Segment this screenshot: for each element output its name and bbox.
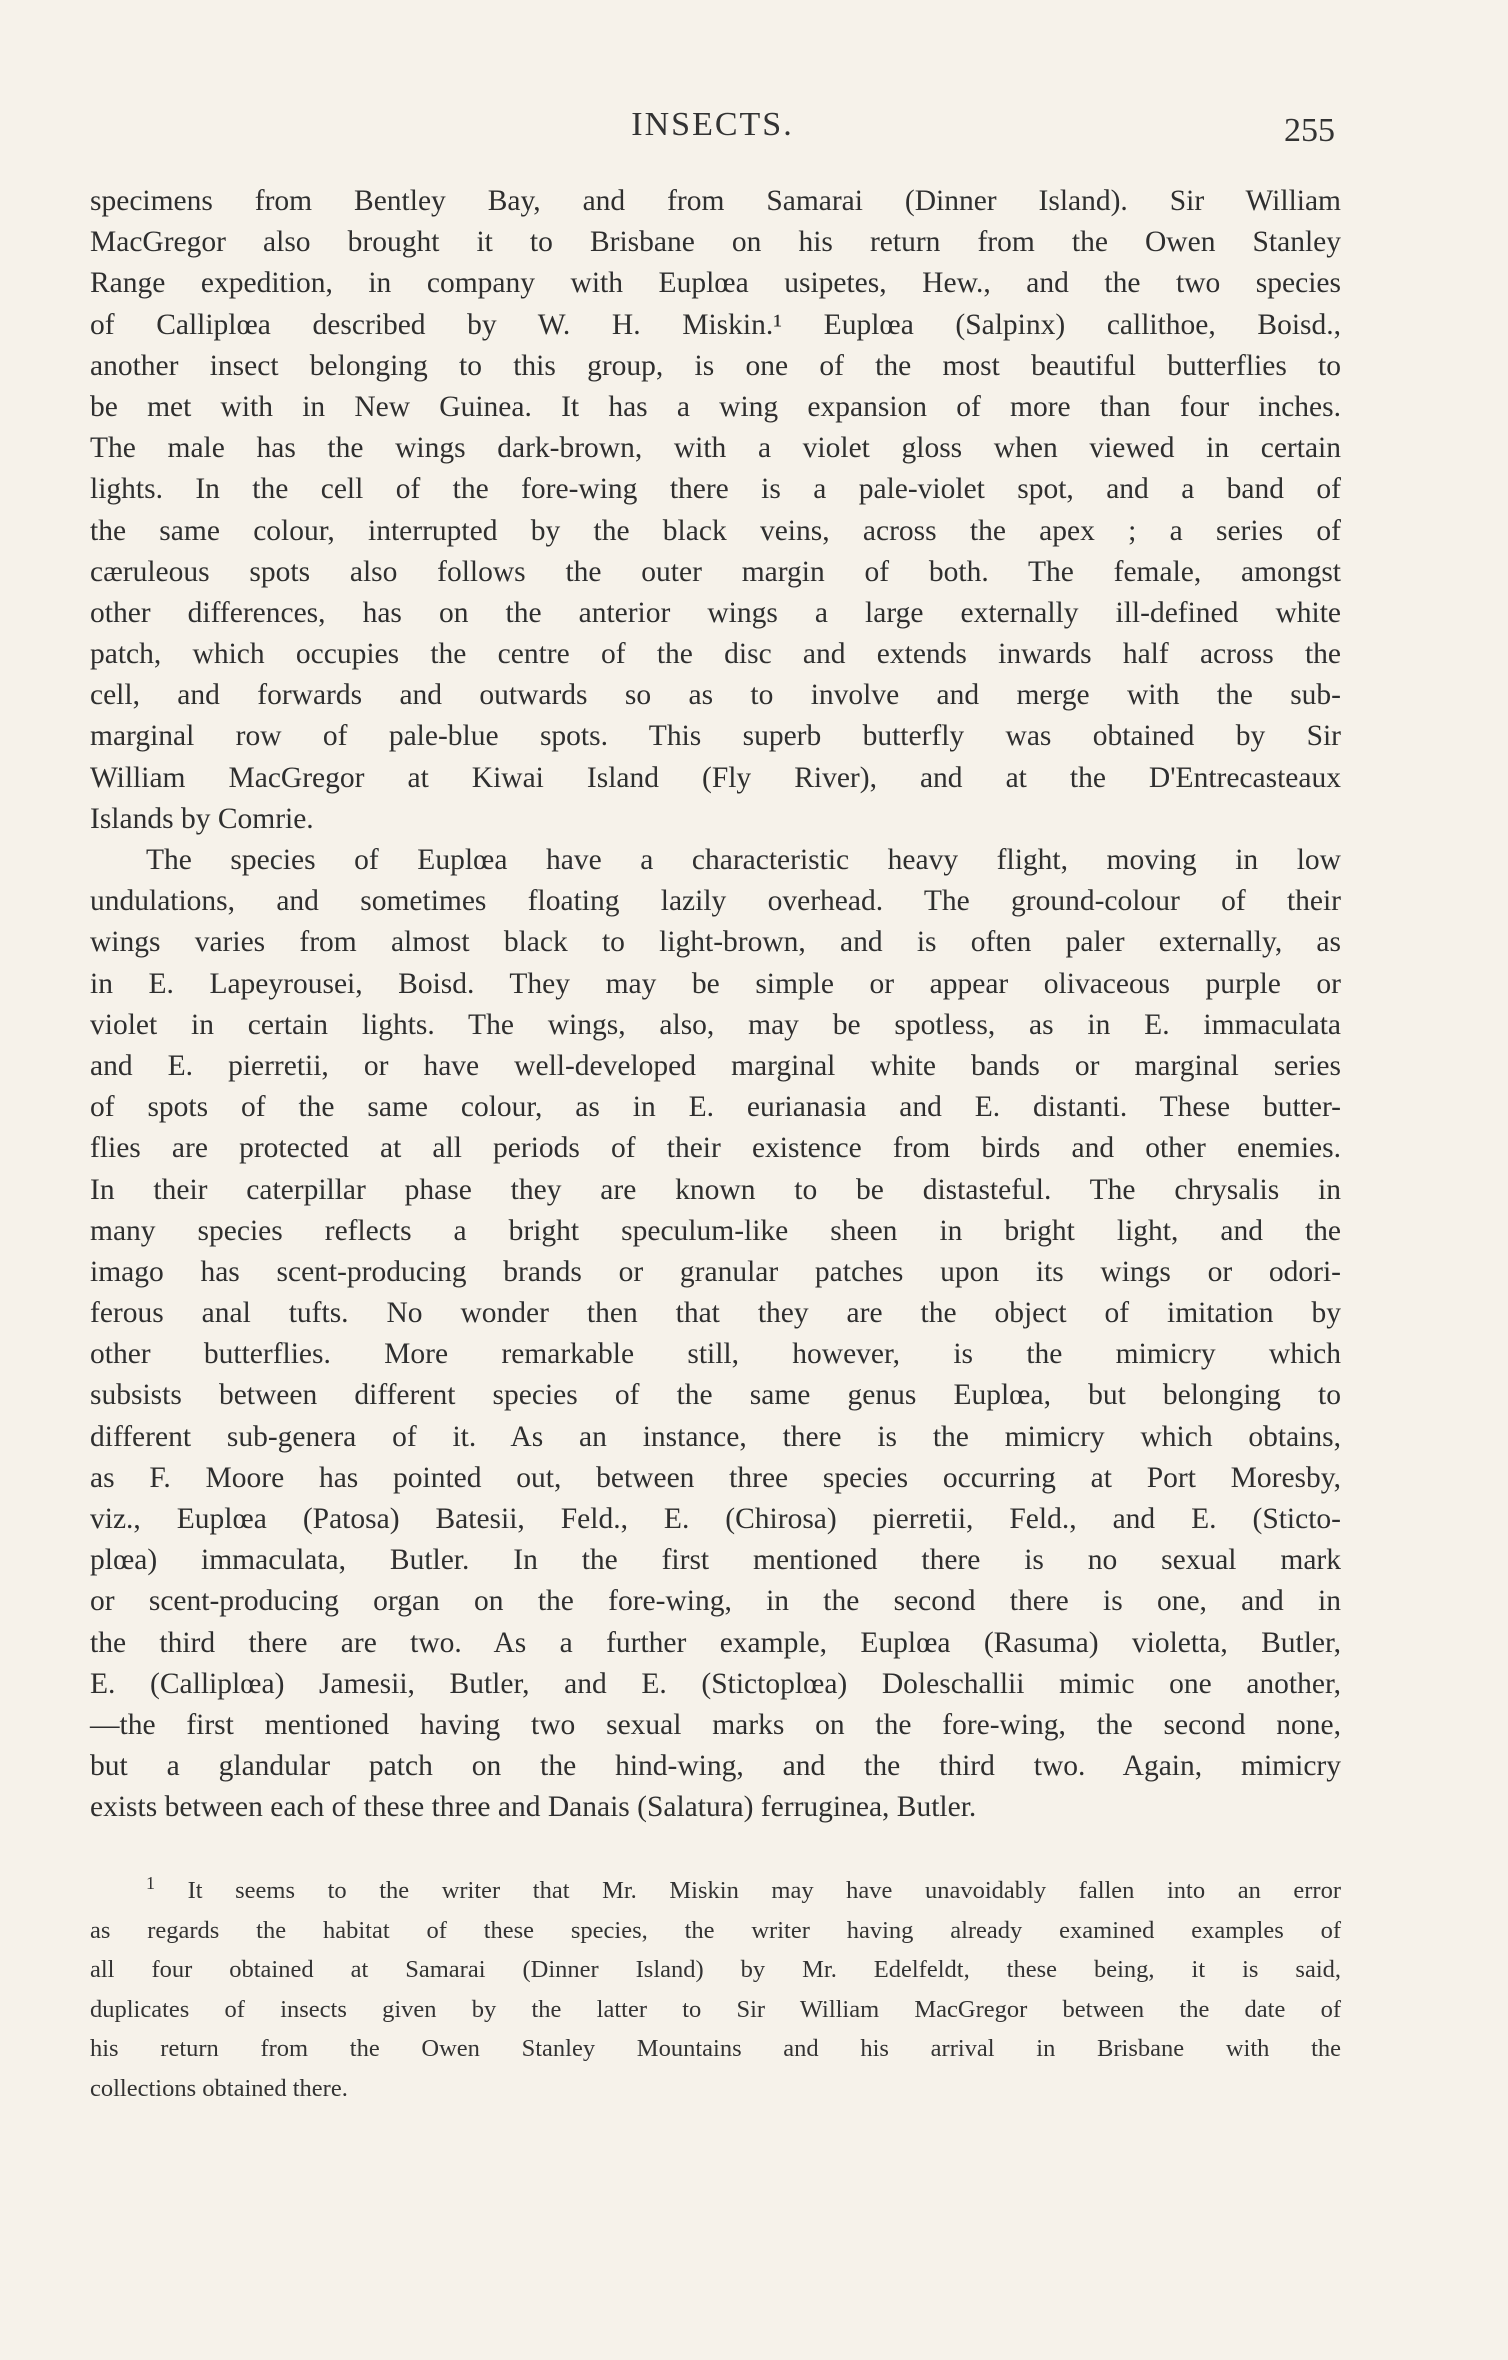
running-header <box>90 106 1335 150</box>
text-line: different sub-genera of it. As an instance, there is the mimicry which obtains, <box>90 1420 1341 1453</box>
text-line: the same colour, interrupted by the black veins, across the apex ; a series of <box>90 514 1341 547</box>
text-line: other differences, has on the anterior wings a large externally ill-defined white <box>90 596 1341 629</box>
text-line: of Calliplœa described by W. H. Miskin.¹ Euplœa (Salpinx) callithoe, Boisd., <box>90 308 1341 341</box>
text-line: marginal row of pale-blue spots. This superb butterfly was obtained by Sir <box>90 720 1341 753</box>
paragraph-1 <box>90 181 1341 840</box>
text-line: Islands by Comrie. <box>90 802 314 835</box>
text-line: viz., Euplœa (Patosa) Batesii, Feld., E. (Chirosa) pierretii, Feld., and E. (Sticto- <box>90 1503 1341 1535</box>
text-line: In their caterpillar phase they are known to be distasteful. The chrysalis in <box>90 1173 1341 1206</box>
text-line: flies are protected at all periods of their existence from birds and other enemies. <box>90 1132 1341 1165</box>
text-line: and E. pierretii, or have well-developed marginal white bands or marginal series <box>90 1049 1341 1082</box>
text-line: or scent-producing organ on the fore-wing, in the second there is one, and in <box>90 1585 1341 1618</box>
text-line: in E. Lapeyrousei, Boisd. They may be simple or appear olivaceous purple or <box>90 967 1341 1000</box>
text-line: another insect belonging to this group, is one of the most beautiful butterflies to <box>90 349 1341 382</box>
running-title: INSECTS. <box>631 106 794 143</box>
footnote-line: his return from the Owen Stanley Mountains and his arrival in Brisbane with the <box>90 2035 1341 2062</box>
text-line: cell, and forwards and outwards so as to involve and merge with the sub- <box>90 679 1341 712</box>
text-line: as F. Moore has pointed out, between three species occurring at Port Moresby, <box>90 1461 1341 1494</box>
footnote <box>90 1871 1341 2108</box>
text-line: imago has scent-producing brands or granular patches upon its wings or odori- <box>90 1255 1341 1288</box>
text-line: plœa) immaculata, Butler. In the first mentioned there is no sexual mark <box>90 1544 1341 1577</box>
text-line: lights. In the cell of the fore-wing there is a pale-violet spot, and a band of <box>90 473 1341 506</box>
footnote-line: collections obtained there. <box>90 2074 348 2102</box>
text-line: many species reflects a bright speculum-like sheen in bright light, and the <box>90 1214 1341 1247</box>
text-line: William MacGregor at Kiwai Island (Fly River), and at the D'Entrecasteaux <box>90 761 1341 794</box>
body-text <box>90 181 1341 1829</box>
text-line: but a glandular patch on the hind-wing, and the third two. Again, mimicry <box>90 1750 1341 1783</box>
paragraph-2 <box>90 840 1341 1829</box>
text-line: patch, which occupies the centre of the disc and extends inwards half across the <box>90 638 1341 671</box>
text-line: The species of Euplœa have a characteristic heavy flight, moving in low <box>146 844 1341 876</box>
text-line: E. (Calliplœa) Jamesii, Butler, and E. (Stictoplœa) Doleschallii mimic one another, <box>90 1667 1341 1700</box>
text-line: the third there are two. As a further example, Euplœa (Rasuma) violetta, Butler, <box>90 1626 1341 1659</box>
text-line: of spots of the same colour, as in E. eurianasia and E. distanti. These butter- <box>90 1091 1341 1124</box>
text-line: wings varies from almost black to light-brown, and is often paler externally, as <box>90 926 1341 959</box>
text-line: —the first mentioned having two sexual marks on the fore-wing, the second none, <box>90 1708 1341 1741</box>
footnote-text: It seems to the writer that Mr. Miskin may have unavoidably fallen into an error <box>187 1877 1341 1904</box>
footnote-line <box>90 1871 1341 1911</box>
footnote-line: all four obtained at Samarai (Dinner Island) by Mr. Edelfeldt, these being, it is said, <box>90 1956 1341 1983</box>
text-line: specimens from Bentley Bay, and from Samarai (Dinner Island). Sir William <box>90 185 1341 217</box>
text-line: MacGregor also brought it to Brisbane on his return from the Owen Stanley <box>90 226 1341 259</box>
footnote-marker: 1 <box>146 1872 155 1893</box>
text-line: subsists between different species of the same genus Euplœa, but belonging to <box>90 1379 1341 1412</box>
footnote-line: duplicates of insects given by the latter to Sir William MacGregor between the date of <box>90 1995 1341 2023</box>
text-line: exists between each of these three and Danais (Salatura) ferruginea, Butler. <box>90 1791 977 1824</box>
text-line: other butterflies. More remarkable still, however, is the mimicry which <box>90 1338 1341 1371</box>
page-number: 255 <box>1284 112 1335 149</box>
text-line: be met with in New Guinea. It has a wing expansion of more than four inches. <box>90 390 1341 423</box>
text-line: undulations, and sometimes floating lazily overhead. The ground-colour of their <box>90 885 1341 918</box>
text-line: ferous anal tufts. No wonder then that they are the object of imitation by <box>90 1297 1341 1330</box>
footnote-line: as regards the habitat of these species, the writer having already examined examples of <box>90 1916 1341 1944</box>
text-line: violet in certain lights. The wings, also, may be spotless, as in E. immaculata <box>90 1008 1341 1041</box>
text-line: The male has the wings dark-brown, with a violet gloss when viewed in certain <box>90 432 1341 465</box>
text-line: cæruleous spots also follows the outer margin of both. The female, amongst <box>90 555 1341 588</box>
text-line: Range expedition, in company with Euplœa usipetes, Hew., and the two species <box>90 267 1341 300</box>
